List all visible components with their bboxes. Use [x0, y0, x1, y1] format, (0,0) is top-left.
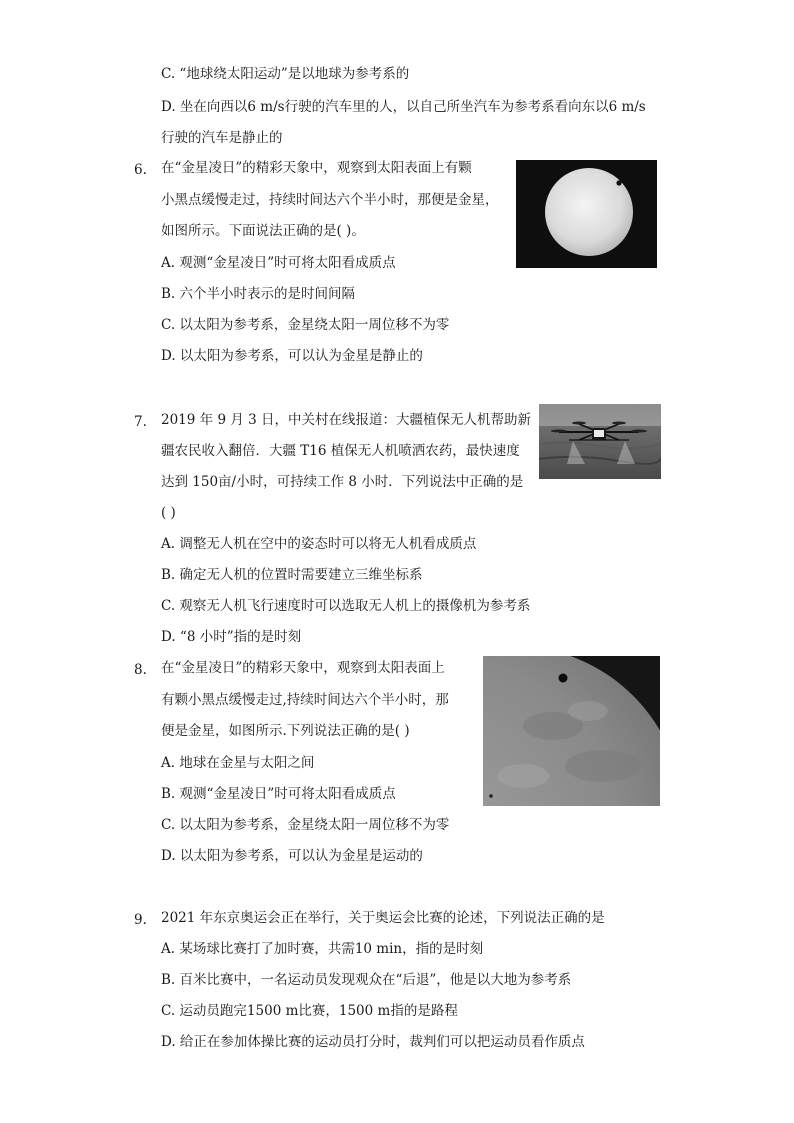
- q8-option-a: A. 地球在金星与太阳之间: [161, 755, 315, 771]
- q7-stem-line3: 达到 150亩/小时，可持续工作 8 小时．下列说法中正确的是: [161, 474, 524, 490]
- q7-option-a: A. 调整无人机在空中的姿态时可以将无人机看成质点: [161, 536, 477, 552]
- q9-option-c: C. 运动员跑完1500 m比赛，1500 m指的是路程: [161, 1003, 458, 1019]
- q9-option-b: B. 百米比赛中，一名运动员发现观众在“后退”，他是以大地为参考系: [161, 972, 572, 988]
- q7-option-d: D. “8 小时”指的是时刻: [161, 629, 302, 645]
- q9-option-d: D. 给正在参加体操比赛的运动员打分时，裁判们可以把运动员看作质点: [161, 1034, 585, 1050]
- q8-stem-line3: 便是金星，如图所示.下列说法正确的是( ): [161, 723, 410, 739]
- q9-stem-line1: 2021 年东京奥运会正在举行，关于奥运会比赛的论述，下列说法正确的是: [161, 910, 605, 926]
- q8-option-c: C. 以太阳为参考系，金星绕太阳一周位移不为零: [161, 817, 450, 833]
- q7-option-c: C. 观察无人机飞行速度时可以选取无人机上的摄像机为参考系: [161, 598, 531, 614]
- q6-option-c: C. 以太阳为参考系，金星绕太阳一周位移不为零: [161, 317, 450, 333]
- q7-stem-line2: 疆农民收入翻倍．大疆 T16 植保无人机喷洒农药，最快速度: [161, 443, 520, 459]
- q6-option-d: D. 以太阳为参考系，可以认为金星是静止的: [161, 348, 423, 364]
- q8-stem-line2: 有颗小黑点缓慢走过,持续时间达六个半小时，那: [161, 692, 449, 708]
- q6-stem-line2: 小黑点缓慢走过，持续时间达六个半小时，那便是金星，: [161, 192, 499, 208]
- q9-number: 9.: [134, 912, 147, 928]
- q5-option-d-line1: D. 坐在向西以6 m/s行驶的汽车里的人，以自己所坐汽车为参考系看向东以6 m/s: [161, 99, 646, 115]
- q6-option-a: A. 观测“金星凌日”时可将太阳看成质点: [161, 255, 396, 271]
- q7-stem-line1: 2019 年 9 月 3 日，中关村在线报道：大疆植保无人机帮助新: [161, 412, 531, 428]
- q5-option-c: C. “地球绕太阳运动”是以地球为参考系的: [161, 66, 410, 82]
- q7-number: 7.: [134, 414, 147, 430]
- q5-option-d-line2: 行驶的汽车是静止的: [161, 130, 283, 146]
- drone-spraying-image: [539, 404, 661, 479]
- q9-option-a: A. 某场球比赛打了加时赛，共需10 min，指的是时刻: [161, 941, 484, 957]
- q8-option-b: B. 观测“金星凌日”时可将太阳看成质点: [161, 786, 396, 802]
- q6-stem-line1: 在“金星凌日”的精彩天象中，观察到太阳表面上有颗: [161, 160, 472, 176]
- q7-stem-line4: ( ): [161, 505, 176, 521]
- q6-stem-line3: 如图所示。下面说法正确的是( )。: [161, 223, 365, 239]
- venus-transit-image-large: [483, 656, 660, 806]
- q6-option-b: B. 六个半小时表示的是时间间隔: [161, 286, 356, 302]
- q8-option-d: D. 以太阳为参考系，可以认为金星是运动的: [161, 848, 423, 864]
- q7-option-b: B. 确定无人机的位置时需要建立三维坐标系: [161, 567, 423, 583]
- q8-stem-line1: 在“金星凌日”的精彩天象中，观察到太阳表面上: [161, 660, 445, 676]
- q6-number: 6.: [134, 162, 147, 178]
- venus-transit-image-small: [516, 160, 657, 268]
- q8-number: 8.: [134, 662, 147, 678]
